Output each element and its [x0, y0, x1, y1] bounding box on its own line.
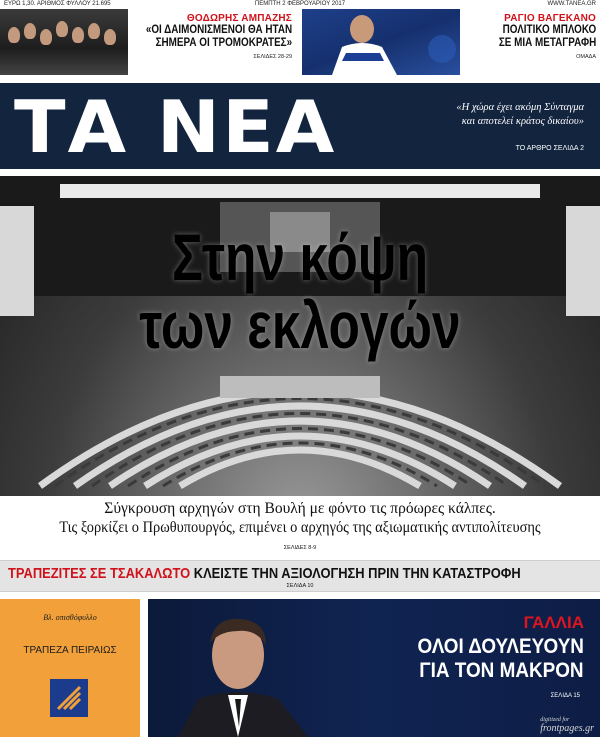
issue-date: ΠΕΜΠΤΗ 2 ΦΕΒΡΟΥΑΡΙΟΥ 2017 — [254, 1, 346, 7]
watermark-small: digitized for — [540, 717, 570, 723]
banner-black-text: ΚΛΕΙΣΤΕ ΤΗΝ ΑΞΙΟΛΟΓΗΣΗ ΠΡΙΝ ΤΗΝ ΚΑΤΑΣΤΡΟΦΗ — [193, 565, 521, 582]
lead-pages: ΣΕΛΙΔΕΣ 8-9 — [283, 545, 317, 551]
banner-red-text: ΤΡΑΠΕΖΙΤΕΣ ΣΕ ΤΣΑΚΑΛΩΤΟ — [8, 565, 191, 582]
bank-advert[interactable] — [0, 599, 140, 737]
teaser-pages: ΟΜΑΔΑ — [576, 54, 596, 60]
story-kicker: ΓΑΛΛΙΑ — [523, 613, 584, 632]
macron-story[interactable] — [148, 599, 600, 737]
lead-headline-line1: Στην κόψη — [171, 220, 429, 294]
lead-subtitle-line2: Τις ξορκίζει ο Πρωθυπουργός, επιμένει ο αρχηγός της αξιωματικής αντιπολίτευσης — [59, 519, 541, 536]
teaser-headline-line2: ΣΗΜΕΡΑ ΟΙ ΤΡΟΜΟΚΡΑΤΕΣ» — [155, 37, 292, 49]
top-info-strip — [0, 0, 600, 8]
lead-subtitle-line1: Σύγκρουση αρχηγών στη Βουλή με φόντο τις πρόωρες κάλπες. — [104, 500, 496, 517]
story-pages: ΣΕΛΙΔΑ 15 — [550, 693, 580, 699]
teaser-photo-crowd — [0, 9, 128, 75]
watermark-main: frontpages.gr — [540, 723, 594, 734]
teaser-photo-footballer — [302, 9, 460, 75]
lead-headline-line2: των εκλογών — [139, 288, 461, 362]
story-headline-line1: ΟΛΟΙ ΔΟΥΛΕΥΟΥΝ — [417, 635, 584, 658]
teaser-headline-line2: ΣΕ ΜΙΑ ΜΕΤΑΓΡΑΦΗ — [498, 37, 596, 49]
editorial-quote: «Η χώρα έχει ακόμη Σύνταγμα και αποτελεί κράτος δικαίου» — [456, 102, 584, 127]
teaser-pages: ΣΕΛΙΔΕΣ 28-29 — [253, 54, 292, 60]
story-headline-line2: ΓΙΑ ΤΟΝ ΜΑΚΡΟΝ — [419, 659, 584, 682]
masthead — [0, 83, 600, 169]
price-issue: ΕΥΡΩ 1,30. ΑΡΙΘΜΟΣ ΦΥΛΛΟΥ 21.695 — [4, 1, 111, 7]
teaser-abazis[interactable] — [0, 9, 296, 75]
banner-pages: ΣΕΛΙΔΑ 10 — [286, 583, 314, 589]
teaser-rayo-vallecano[interactable] — [302, 9, 600, 75]
banner-story[interactable] — [0, 560, 600, 592]
newspaper-logo[interactable]: ΤΑ ΝΕΑ — [14, 85, 337, 169]
teaser-kicker: ΡΑΓΙΟ ΒΑΓΕΚΑΝΟ — [504, 13, 596, 24]
editorial-quote-source: ΤΟ ΑΡΘΡΟ ΣΕΛΙΔΑ 2 — [515, 145, 584, 152]
teaser-headline-line1: «ΟΙ ΔΑΙΜΟΝΙΣΜΕΝΟΙ ΘΑ ΗΤΑΝ — [145, 24, 292, 36]
bank-logo-icon — [50, 679, 88, 717]
teaser-headline-line1: ΠΟΛΙΤΙΚΟ ΜΠΛΟΚΟ — [502, 24, 596, 36]
teaser-kicker: ΘΟΔΩΡΗΣ ΑΜΠΑΖΗΣ — [186, 13, 292, 24]
website[interactable]: WWW.TANEA.GR — [547, 1, 596, 7]
watermark — [540, 717, 594, 734]
ad-bank-name: ΤΡΑΠΕΖΑ ΠΕΙΡΑΙΩΣ — [23, 645, 117, 656]
ad-label: Βλ. οπισθόφυλλο — [43, 613, 97, 622]
